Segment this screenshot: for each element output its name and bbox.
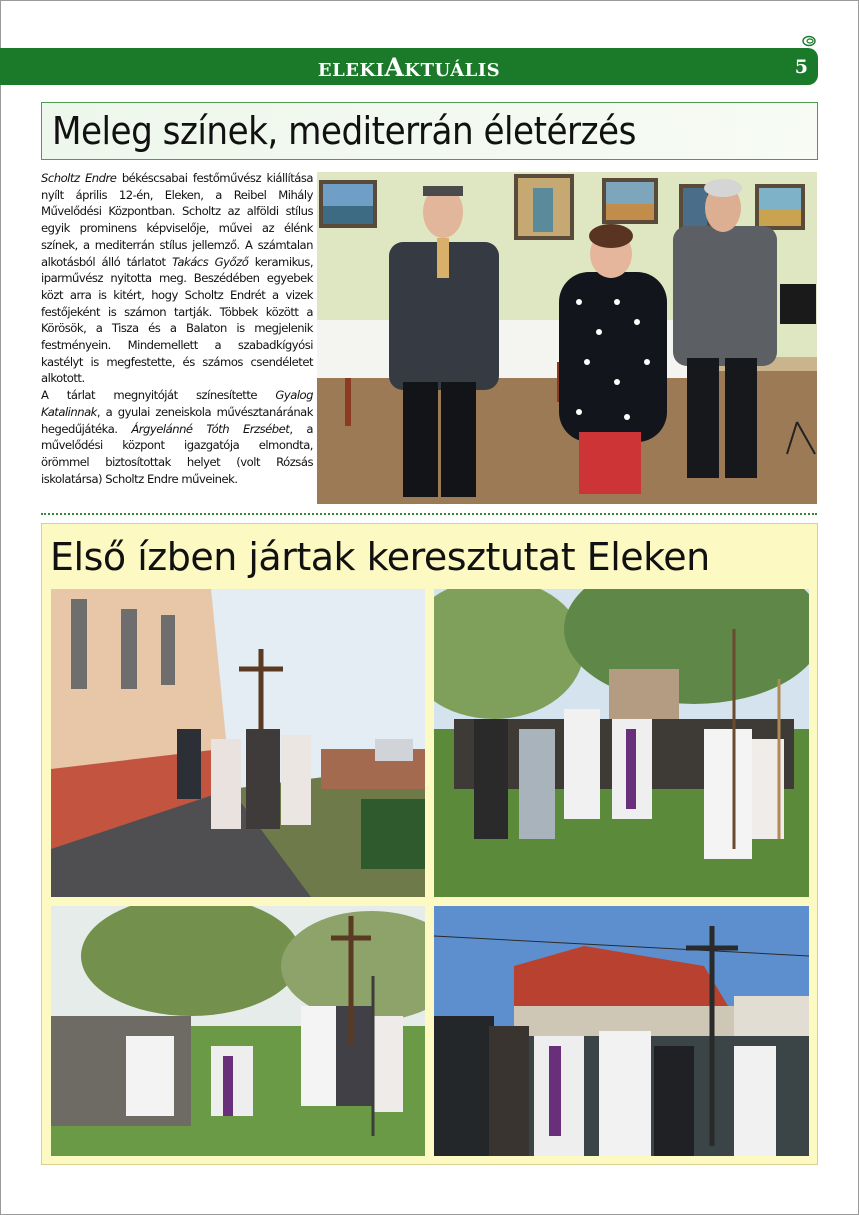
article-1-title-box — [41, 102, 818, 160]
exhibition-opening-photo — [317, 172, 817, 504]
opener-name: Takács Győző — [172, 254, 249, 269]
article-2-title: Első ízben jártak keresztutat Eleken — [50, 535, 710, 579]
procession-street-photo — [51, 589, 425, 897]
article-1-text-segment: , a művelődési központ igazgatója elmondta, örömmel biztosítottak helyet (volt Rózsás iskolatársa) Scholtz Endre műveinek. — [41, 421, 313, 486]
dusk-gathering-photo — [434, 906, 809, 1156]
publication-title-rest: KTUÁLIS — [404, 60, 501, 81]
publication-title — [0, 48, 818, 85]
kneeling-station-photo — [51, 906, 425, 1156]
article-1-text-segment: keramikus, iparművész nyitotta meg. Beszédében egyebek közt arra is kitért, hogy Scholtz Endrét a vizek festőjeként is számon tartják. Többek között a Körösök, a Tisza és a Balaton is megjelenik festményein. Mindemellett a szabadkígyósi kastélyt is megfestette, és számos csendéletet alkotott. — [41, 254, 313, 386]
article-1-body — [41, 170, 313, 487]
section-divider — [41, 513, 817, 515]
swirl-icon — [802, 35, 816, 47]
article-1-paragraph — [41, 170, 313, 387]
article-1-text-segment: békéscsabai festőművész kiállítása nyílt április 12-én, Eleken, a Reibel Mihály Művelődési Központban. Scholtz az alföldi stílus egyik prominens képviselője, művei az élénk színek, a mediterrán stílus jellemző. A számtalan alkotásból álló tárlatot — [41, 171, 313, 269]
publication-title-first: ELEKI — [317, 60, 385, 81]
violinist-name: Gyalog Katalinnak — [41, 388, 313, 419]
page-number: 5 — [794, 56, 808, 78]
publication-title-big-letter: A — [384, 53, 405, 82]
article-1-paragraph — [41, 387, 313, 487]
article-1-text-segment: A tárlat megnyitóját színesítette — [41, 388, 276, 403]
article-1-text-segment: , a gyulai zeneiskola művésztanárának hegedűjátéka. — [41, 404, 313, 436]
artist-name: Scholtz Endre — [41, 171, 117, 185]
procession-park-photo — [434, 589, 809, 897]
header-band — [0, 48, 818, 85]
director-name: Árgyelánné Tóth Erzsébet — [131, 421, 290, 436]
article-1-title: Meleg színek, mediterrán életérzés — [52, 109, 636, 153]
